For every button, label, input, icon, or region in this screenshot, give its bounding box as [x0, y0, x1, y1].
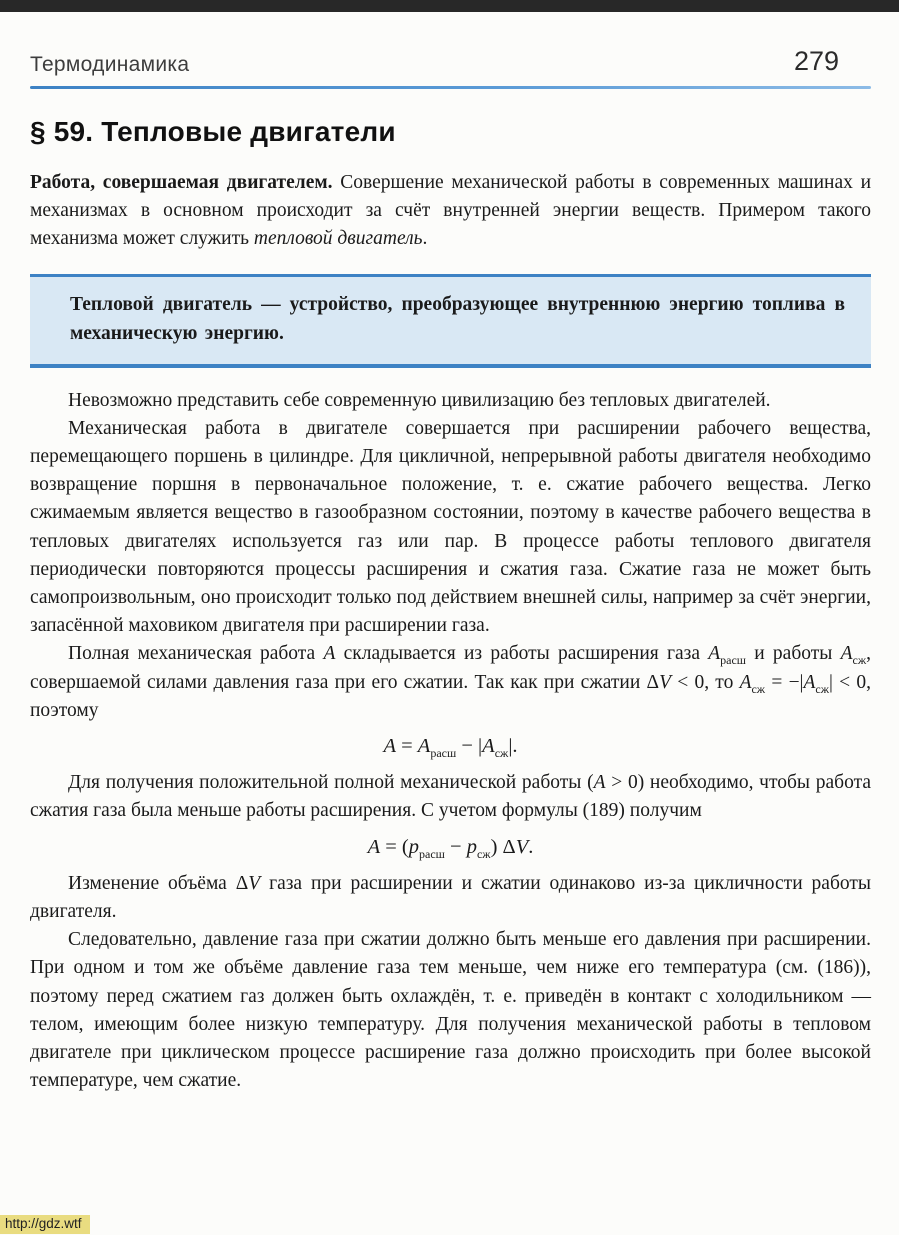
text-run: Тепловой двигатель — устройство, преобразующее внутреннюю энергию топлива в механическую энергию. [70, 293, 845, 345]
text-run: A [593, 772, 606, 794]
text-run: сж [494, 746, 509, 761]
formula [30, 833, 871, 861]
text-run: . [528, 835, 534, 858]
text-run: | < 0, поэтому [30, 671, 871, 721]
text-run: Полная механическая работа [68, 643, 324, 665]
definition-box [30, 274, 871, 368]
text-run: A [367, 835, 381, 858]
page-header [30, 46, 871, 77]
paragraph [30, 769, 871, 825]
header-rule [30, 86, 871, 89]
text-run: V [659, 671, 671, 693]
text-run: Изменение объёма Δ [68, 872, 249, 894]
text-run: V [515, 835, 529, 858]
text-run: сж [751, 681, 766, 696]
content-flow [30, 169, 871, 1095]
text-run: = −| [765, 671, 804, 693]
text-run: расш [419, 846, 445, 861]
text-run: A [482, 735, 495, 758]
text-run: A [417, 735, 431, 758]
text-run: Механическая работа в двигателе совершается при расширении рабочего вещества, перемещающего поршень в цилиндре. Для цикличной, непрерывной работы двигателя необходимо возвращение поршня в первоначальное положение, т. е. сжатие рабочего вещества. Легко сжимаемым является вещество в газообразном состоянии, поэтому в качестве рабочего вещества в тепловых двигателях используется газ или пар. В процессе работы теплового двигателя периодически повторяются процессы расширения и сжатия газа. Сжатие газа не может быть самопроизвольным, оно происходит только под действием внешней силы, например за счёт энергии, запасённой маховиком двигателя при расширении газа. [30, 417, 871, 637]
text-run: p [466, 835, 477, 858]
footer-watermark-link[interactable]: http://gdz.wtf [0, 1215, 90, 1234]
paragraph [30, 387, 871, 415]
text-run: и работы [746, 643, 841, 665]
text-run: A [383, 735, 396, 758]
text-run: сж [476, 846, 491, 861]
text-run: складывается из работы расширения газа [335, 643, 709, 665]
paragraph [30, 169, 871, 254]
text-run: Работа, совершаемая двигателем. [30, 172, 341, 193]
text-run: A [739, 671, 752, 693]
text-run: расш [720, 653, 747, 668]
text-run: = ( [380, 835, 409, 858]
paragraph [30, 926, 871, 1095]
paragraph [30, 640, 871, 725]
text-run: A [708, 643, 721, 665]
paragraph [30, 870, 871, 926]
text-run: V [248, 872, 261, 894]
text-run: тепловой двигатель [253, 228, 423, 250]
text-run: Совершение механической работы в современных машинах и механизмах в основном происходит за счёт внутренней энергии веществ. Примером такого механизма может служить [30, 172, 871, 250]
scan-edge-top [0, 0, 899, 12]
text-run: A [803, 671, 816, 693]
text-run: ) Δ [490, 835, 516, 858]
text-run: Невозможно представить себе современную цивилизацию без тепловых двигателей. [68, 389, 771, 411]
page-number: 279 [793, 46, 839, 76]
formula [30, 732, 871, 760]
text-run: A [840, 643, 853, 665]
text-run: сж [852, 653, 867, 668]
text-run: A [323, 643, 336, 665]
text-run: − | [456, 735, 483, 758]
text-run: > 0) необходимо, чтобы работа сжатия газа была меньше работы расширения. С учетом формулы (189) получим [30, 772, 871, 822]
text-run: |. [508, 735, 518, 758]
text-run: − [444, 835, 467, 858]
text-run: , совершаемой силами давления газа при его сжатии. Так как при сжатии Δ [30, 643, 872, 693]
running-title: Термодинамика [30, 53, 190, 76]
text-run: = [395, 735, 418, 758]
text-run: газа при расширении и сжатии одинаково из-за цикличности работы двигателя. [30, 872, 871, 923]
text-run: < 0, то [671, 671, 740, 693]
text-run: p [408, 835, 420, 858]
text-run: сж [815, 681, 830, 696]
text-run: . [422, 228, 428, 250]
text-run: Для получения положительной полной механической работы ( [68, 772, 594, 794]
section-title: § 59. Тепловые двигатели [30, 116, 396, 147]
text-run: Следовательно, давление газа при сжатии должно быть меньше его давления при расширении. При одном и том же объёме давление газа тем меньше, чем ниже его температура (см. (186)), поэтому перед сжатием газ должен быть охлаждён, т. е. приведён в контакт с холодильником — телом, имеющим более низкую температуру. Для получения механической работы в тепловом двигателе при циклическом процессе расширение газа должно происходить при более высокой температуре, чем сжатие. [30, 929, 871, 1092]
text-run: расш [430, 746, 457, 761]
paragraph [30, 415, 871, 641]
